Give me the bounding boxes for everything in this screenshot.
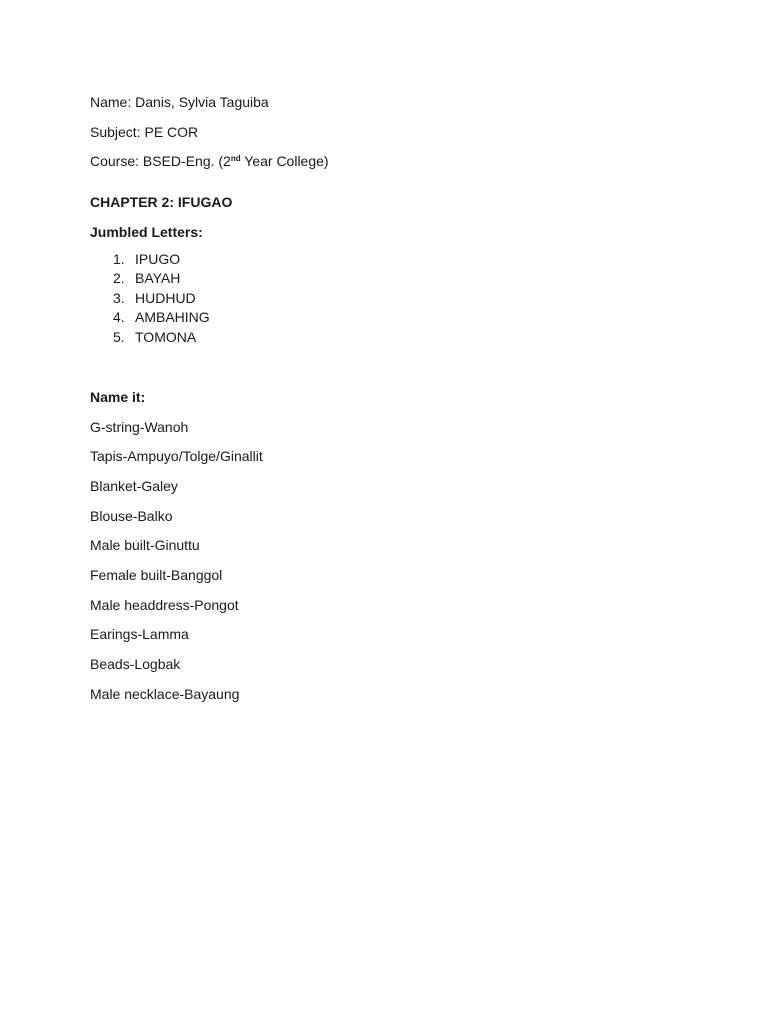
chapter-title: CHAPTER 2: IFUGAO <box>90 194 233 210</box>
name-it-item: Blouse-Balko <box>90 507 173 524</box>
list-item <box>90 269 710 289</box>
list-item-number: 5. <box>113 328 125 345</box>
jumbled-letters-heading: Jumbled Letters: <box>90 223 203 240</box>
list-item-number: 3. <box>113 289 125 306</box>
list-item-number: 2. <box>113 270 125 286</box>
list-item-text: IPUGO <box>135 250 181 267</box>
student-name: Name: Danis, Sylvia Taguiba <box>90 94 269 110</box>
list-item <box>90 308 710 328</box>
list-item <box>90 328 710 348</box>
list-item-text: BAYAH <box>135 270 181 286</box>
jumbled-letters-list <box>90 250 710 348</box>
name-it-item: Male necklace-Bayaung <box>90 685 240 702</box>
list-item-text: HUDHUD <box>135 289 196 306</box>
course-suffix: Year College) <box>240 153 329 169</box>
subject-line: Subject: PE COR <box>90 123 199 140</box>
list-item <box>90 289 710 309</box>
name-it-item: Earings-Lamma <box>90 626 189 643</box>
name-it-item: G-string-Wanoh <box>90 418 189 435</box>
list-item-text: AMBAHING <box>135 309 210 325</box>
course-superscript: nd <box>230 154 241 163</box>
name-it-item: Blanket-Galey <box>90 477 178 494</box>
name-it-item: Tapis-Ampuyo/Tolge/Ginallit <box>90 448 263 465</box>
list-item-number: 4. <box>113 309 125 325</box>
course-line <box>90 151 710 171</box>
name-it-item: Female built-Banggol <box>90 566 223 583</box>
name-it-item: Male built-Ginuttu <box>90 537 200 554</box>
list-item <box>90 250 710 270</box>
name-it-item: Male headdress-Pongot <box>90 596 239 613</box>
name-it-heading: Name it: <box>90 389 146 405</box>
course-prefix: Course: BSED-Eng. (2 <box>90 153 231 169</box>
document-page <box>90 92 710 713</box>
list-item-number: 1. <box>113 250 125 267</box>
name-it-item: Beads-Logbak <box>90 656 181 672</box>
list-item-text: TOMONA <box>135 328 197 345</box>
